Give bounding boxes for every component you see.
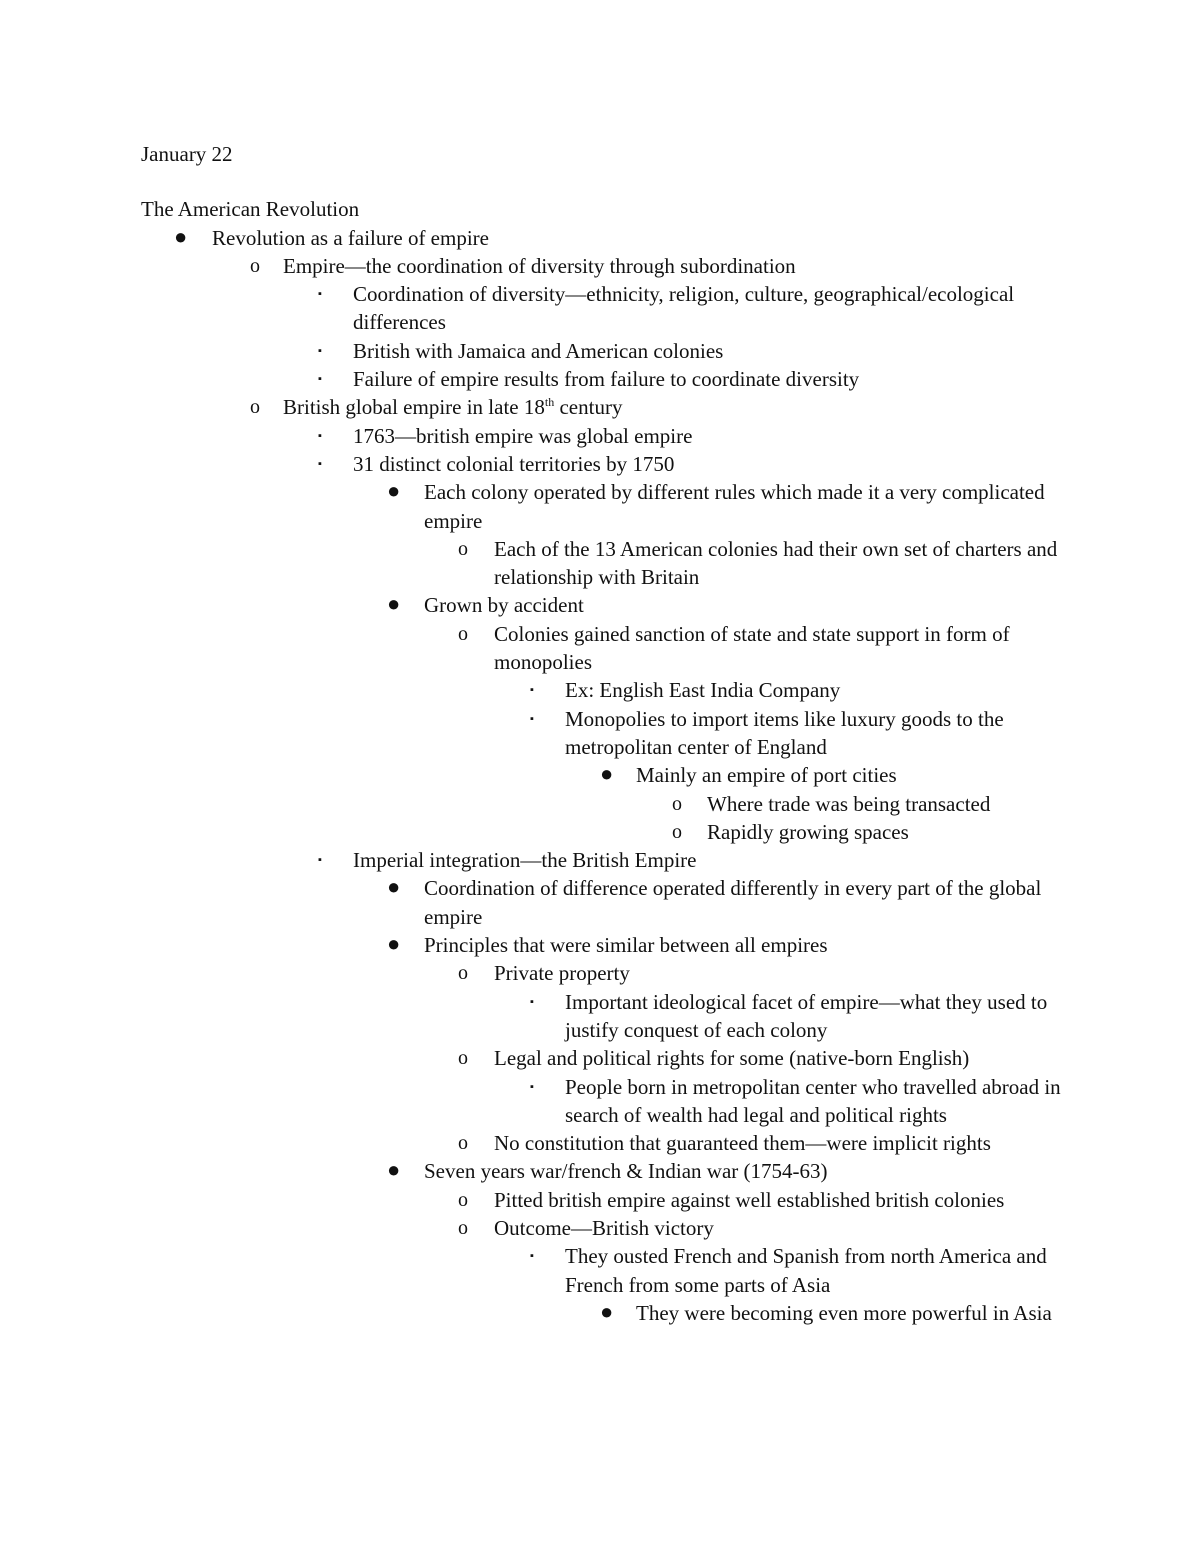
bullet-dot-icon: ● [387,591,401,617]
outline-item-text: Colonies gained sanction of state and state support in form of monopolies [494,621,1010,675]
outline-item-text: Coordination of diversity—ethnicity, religion, culture, geographical/ecological differences [353,282,1015,335]
bullet-square-icon: ▪ [318,457,322,470]
outline-item-level-4 [141,931,1101,959]
bullet-circle-icon: o [458,1216,468,1239]
outline-item-level-5 [141,1186,1101,1214]
bullet-dot-icon: ● [387,931,401,957]
bullet-square-icon: ▪ [530,684,534,697]
outline-item-level-2 [141,252,1101,280]
notes-body [141,140,1101,1327]
outline-item-level-6 [141,1073,1101,1130]
bullet-circle-icon: o [458,962,468,985]
outline-item-level-3 [141,422,1101,450]
outline-item-level-5 [141,959,1101,987]
outline-item-level-4 [141,591,1101,619]
note-date: January 22 [141,142,233,166]
outline-item-text: Pitted british empire against well established british colonies [494,1187,1005,1212]
bullet-dot-icon: ● [387,1157,401,1183]
outline-item-level-6 [141,988,1101,1045]
bullet-circle-icon: o [458,1047,468,1070]
outline-item-level-5 [141,620,1101,677]
bullet-square-icon: ▪ [530,1250,534,1263]
outline-item-text: 1763—british empire was global empire [353,423,693,448]
outline-item-text: Imperial integration—the British Empire [353,848,697,873]
outline-item-text: They were becoming even more powerful in Asia [636,1300,1052,1325]
outline-item-text: Coordination of difference operated differently in every part of the global empire [424,876,1042,929]
outline-item-level-3 [141,337,1101,365]
outline-item-text: 31 distinct colonial territories by 1750 [353,451,675,476]
outline-item-level-8 [141,790,1101,818]
outline-item-text: Grown by accident [424,593,584,618]
outline-item-text: Seven years war/french & Indian war (1754-63) [424,1159,828,1184]
bullet-dot-icon: ● [387,874,401,900]
outline-item-level-5 [141,1044,1101,1072]
outline-item-text: Private property [494,961,630,986]
bullet-circle-icon: o [250,396,260,419]
note-title: The American Revolution [141,197,360,222]
outline-item-text: Failure of empire results from failure to coordinate diversity [353,367,860,392]
bullet-circle-icon: o [458,1188,468,1211]
outline-item-text: Legal and political rights for some (native-born English) [494,1046,970,1071]
outline-item-text: Ex: English East India Company [565,678,841,703]
bullet-dot-icon: ● [600,1298,614,1324]
bullet-circle-icon: o [250,254,260,277]
outline-item-level-3 [141,846,1101,874]
outline-item-level-4 [141,478,1101,535]
outline-item-text: British global empire in late 18th century [283,395,623,420]
outline-item-text: Where trade was being transacted [707,791,991,816]
bullet-square-icon: ▪ [318,373,322,386]
outline-item-text: Each colony operated by different rules which made it a very complicated empire [424,480,1045,533]
outline-item-text: Empire—the coordination of diversity through subordination [283,253,796,278]
bullet-circle-icon: o [672,820,682,843]
outline-item-level-3 [141,280,1101,337]
outline-item-text: Outcome—British victory [494,1215,714,1240]
notes-outline [141,224,1101,1328]
outline-item-text: Mainly an empire of port cities [636,763,897,788]
outline-item-level-7 [141,1299,1101,1327]
bullet-dot-icon: ● [174,223,188,249]
outline-item-text: They ousted French and Spanish from north America and French from some parts of Asia [565,1244,1047,1297]
outline-item-level-4 [141,874,1101,931]
outline-item-text: No constitution that guaranteed them—were implicit rights [494,1131,991,1156]
outline-item-level-5 [141,1129,1101,1157]
outline-item-level-7 [141,761,1101,789]
outline-item-text: Rapidly growing spaces [707,819,909,844]
outline-item-text: People born in metropolitan center who travelled abroad in search of wealth had legal and political rights [565,1074,1061,1127]
outline-item-text: Principles that were similar between all empires [424,933,828,958]
outline-item-level-4 [141,1157,1101,1185]
outline-item-level-6 [141,705,1101,762]
bullet-square-icon: ▪ [318,854,322,867]
bullet-circle-icon: o [458,622,468,645]
outline-item-level-1 [141,224,1101,252]
outline-item-text: Each of the 13 American colonies had their own set of charters and relationship with Britain [494,536,1058,590]
outline-item-text: Revolution as a failure of empire [212,225,489,250]
superscript: th [544,395,555,410]
outline-item-level-2 [141,393,1101,421]
outline-item-text: Important ideological facet of empire—what they used to justify conquest of each colony [565,989,1048,1042]
bullet-square-icon: ▪ [530,712,534,725]
bullet-square-icon: ▪ [318,288,322,301]
bullet-circle-icon: o [458,1132,468,1155]
outline-item-level-3 [141,450,1101,478]
bullet-circle-icon: o [458,537,468,560]
outline-item-text: Monopolies to import items like luxury goods to the metropolitan center of England [565,706,1004,759]
bullet-dot-icon: ● [600,761,614,787]
outline-item-text: British with Jamaica and American colonies [353,338,724,363]
outline-item-level-3 [141,365,1101,393]
bullet-dot-icon: ● [387,478,401,504]
bullet-square-icon: ▪ [318,429,322,442]
outline-item-level-6 [141,1242,1101,1299]
outline-item-level-6 [141,676,1101,704]
outline-item-level-5 [141,1214,1101,1242]
bullet-circle-icon: o [672,792,682,815]
bullet-square-icon: ▪ [318,344,322,357]
bullet-square-icon: ▪ [530,995,534,1008]
bullet-square-icon: ▪ [530,1080,534,1093]
outline-item-level-8 [141,818,1101,846]
outline-item-level-5 [141,535,1101,592]
